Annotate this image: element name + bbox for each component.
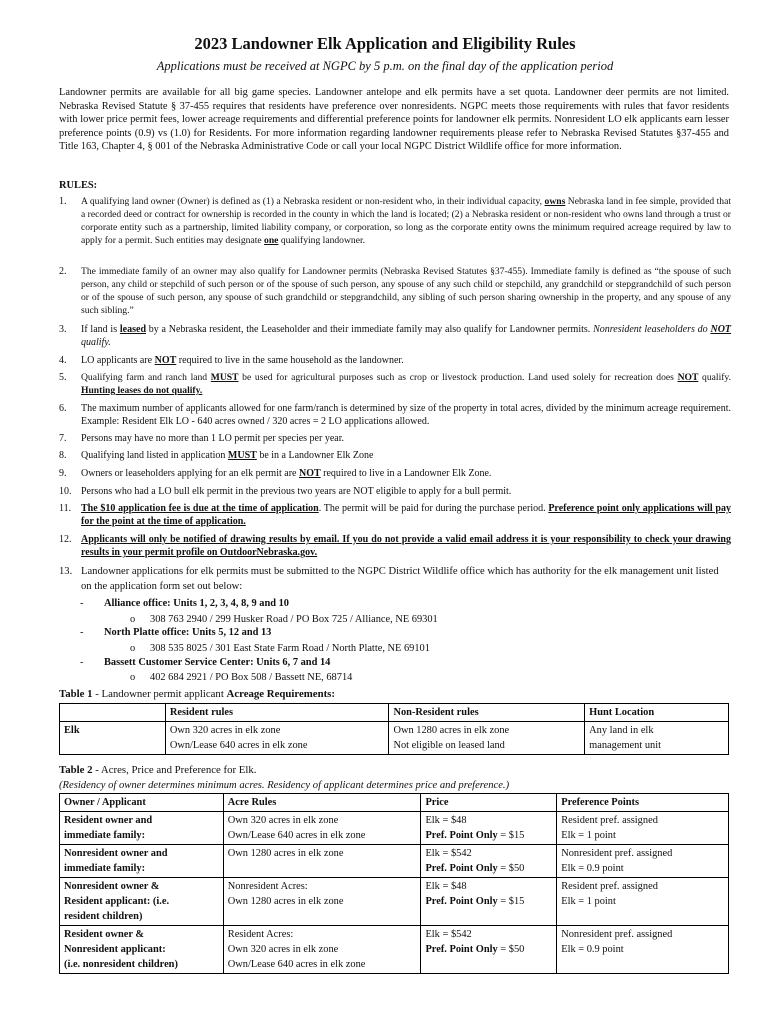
office-alliance: Alliance office: Units 1, 2, 3, 4, 8, 9 and 10	[104, 598, 290, 609]
table-header-cell: Preference Points	[557, 794, 729, 812]
price-cell: Elk = $48 Pref. Point Only = $15	[421, 878, 557, 926]
office-bullet: -	[80, 627, 84, 638]
rule-text: The maximum number of applicants allowed for one farm/ranch is determined by size of the property in total acres, divided by the minimum acreage requirement. Example: Resident Elk LO - 640 acres owned / 320 acres = 2 LO applications allowed.	[81, 403, 731, 427]
rule-number: 7.	[59, 433, 67, 444]
rule-number: 10.	[59, 486, 72, 497]
owner-cell: Nonresident owner and immediate family:	[60, 845, 224, 878]
rule-text: The immediate family of an owner may also qualify for Landowner permits (Nebraska Revised Statutes §37-455). Immediate family is defined as “the spouse of such person, any child or stepchild of such person or of the spouse of such person, any spouse of any such child or stepchild, any grandchild or stepgrandchild of such person or of the spouse of such person, any spouse of such grandchild or stepgrandchild, any sibling of such person sharing ownership in the property, and any spouse of any such sibling.”	[81, 266, 731, 316]
rule-number: 9.	[59, 468, 67, 479]
table-row	[60, 878, 729, 926]
sub-bullet: o	[130, 614, 136, 625]
page-title: 2023 Landowner Elk Application and Eligibility Rules	[194, 34, 576, 53]
table-header-row	[60, 794, 729, 812]
points-cell: Nonresident pref. assigned Elk = 0.9 point	[557, 926, 729, 974]
rule-text: Applicants will only be notified of drawing results by email. If you do not provide a valid email address it is your responsibility to check your drawing results in your permit profile on OutdoorNebraska.gov.	[81, 534, 731, 558]
table-row	[60, 926, 729, 974]
rule-number: 8.	[59, 450, 67, 461]
table-cell: Any land in elk management unit	[585, 722, 729, 755]
table-header-cell: Resident rules	[165, 704, 389, 722]
rule-number: 1.	[59, 196, 67, 207]
rule-text: LO applicants are NOT required to live in the same household as the landowner.	[81, 355, 404, 366]
office-bullet: -	[80, 598, 84, 609]
rule-text: Qualifying land listed in application MUST be in a Landowner Elk Zone	[81, 450, 374, 461]
table-header-row	[60, 704, 729, 722]
office-north-platte: North Platte office: Units 5, 12 and 13	[104, 627, 272, 638]
intro-paragraph: Landowner permits are available for all big game species. Landowner antelope and elk permits have a set quota. Landowner deer permits are not limited. Nebraska Revised Statute § 37-455 requires that residents have preference over nonresidents. NGPC meets those requirements with rules that favor residents with lower price permit fees, lower acreage requirements and differential preference points for landowner elk permits. Nonresident LO elk applicants earn lesser preference points (0.9) vs (1.0) for Residents. For more information regarding landowner requirements please refer to Nebraska Revised Statutes §37-455 and Title 163, Chapter 4, § 001 of the Nebraska Administrative Code or call your local NGPC District Wildlife office for more information.	[59, 87, 729, 153]
acres-cell: Own 1280 acres in elk zone	[223, 845, 421, 878]
price-cell: Elk = $48 Pref. Point Only = $15	[421, 812, 557, 845]
rule-text: Landowner applications for elk permits must be submitted to the NGPC District Wildlife office which has authority for the elk management unit listed on the application form set out below:	[81, 566, 719, 592]
table-cell: Own 320 acres in elk zone Own/Lease 640 acres in elk zone	[165, 722, 389, 755]
office-contact: 402 684 2921 / PO Box 508 / Bassett NE, 68714	[150, 672, 353, 683]
rule-4	[59, 354, 731, 367]
rule-number: 11.	[59, 503, 72, 514]
rules-heading: RULES:	[59, 180, 98, 191]
table-header-cell: Owner / Applicant	[60, 794, 224, 812]
points-cell: Resident pref. assigned Elk = 1 point	[557, 812, 729, 845]
rule-number: 12.	[59, 534, 72, 545]
table-header-cell: Acre Rules	[223, 794, 421, 812]
sub-bullet: o	[130, 643, 136, 654]
table-cell: Own 1280 acres in elk zone Not eligible on leased land	[389, 722, 585, 755]
rule-7	[59, 432, 731, 445]
rule-5	[59, 371, 731, 397]
price-cell: Elk = $542 Pref. Point Only = $50	[421, 926, 557, 974]
price-cell: Elk = $542 Pref. Point Only = $50	[421, 845, 557, 878]
rule-number: 13.	[59, 566, 73, 577]
office-bullet: -	[80, 657, 84, 668]
rule-10	[59, 485, 731, 498]
rule-text: Persons who had a LO bull elk permit in the previous two years are NOT eligible to apply for a bull permit.	[81, 486, 512, 497]
office-contact: 308 763 2940 / 299 Husker Road / PO Box 725 / Alliance, NE 69301	[150, 614, 438, 625]
owner-cell: Resident owner and immediate family:	[60, 812, 224, 845]
table1-caption: Table 1 - Landowner permit applicant Acreage Requirements:	[59, 688, 335, 700]
acreage-requirements-table	[59, 703, 729, 755]
emphasis-one: one	[264, 235, 279, 246]
rule-8	[59, 449, 731, 462]
owner-cell: Nonresident owner & Resident applicant: (i.e. resident children)	[60, 878, 224, 926]
table2-caption: Table 2 - Acres, Price and Preference for Elk.	[59, 764, 257, 776]
emphasis-owns: owns	[544, 196, 566, 207]
rule-number: 3.	[59, 324, 67, 335]
table2-note: (Residency of owner determines minimum acres. Residency of applicant determines price and preference.)	[59, 780, 510, 791]
rule-2	[59, 265, 731, 317]
rule-9	[59, 467, 731, 480]
rule-text: Persons may have no more than 1 LO permit per species per year.	[81, 433, 344, 444]
rule-text: Qualifying farm and ranch land MUST be used for agricultural purposes such as crop or livestock production. Land used solely for recreation does NOT qualify. Hunting leases do not qualify.	[81, 372, 731, 396]
points-cell: Resident pref. assigned Elk = 1 point	[557, 878, 729, 926]
table-header-cell: Price	[421, 794, 557, 812]
table-row	[60, 845, 729, 878]
acres-cell: Nonresident Acres: Own 1280 acres in elk zone	[223, 878, 421, 926]
rule-11	[59, 502, 731, 528]
rule-1	[59, 195, 731, 247]
table-row	[60, 812, 729, 845]
table-row	[60, 722, 729, 755]
price-preference-table	[59, 793, 729, 974]
sub-bullet: o	[130, 672, 136, 683]
table-header-cell: Hunt Location	[585, 704, 729, 722]
rule-text: The $10 application fee is due at the time of application. The permit will be paid for during the purchase period. Preference point only applications will pay for the point at the time of application.	[81, 503, 731, 527]
office-contact: 308 535 8025 / 301 East State Farm Road / North Platte, NE 69101	[150, 643, 430, 654]
table-header-cell	[60, 704, 166, 722]
rule-number: 2.	[59, 266, 67, 277]
rule-text: A qualifying land owner (Owner) is defined as (1) a Nebraska resident or non-resident who, in their individual capacity, owns Nebraska land in fee simple, provided that a recorded deed or contract for ownership is recorded in the county in which the land is located; (2) a Nebraska resident or non-resident who owns land through a trust or corporate entity such as a partnership, limited liability company, or corporation, so long as the corporate entity owns the minimum required acreage required by law to apply for a permit. Such entities may designate one qualifying landowner.	[81, 196, 731, 246]
acres-cell: Resident Acres: Own 320 acres in elk zone Own/Lease 640 acres in elk zone	[223, 926, 421, 974]
row-label: Elk	[60, 722, 166, 755]
rule-13	[59, 564, 731, 594]
rule-text: Owners or leaseholders applying for an elk permit are NOT required to live in a Landowner Elk Zone.	[81, 468, 492, 479]
rule-12	[59, 533, 731, 559]
page-subtitle: Applications must be received at NGPC by 5 p.m. on the final day of the application period	[156, 59, 614, 73]
rule-3	[59, 323, 731, 349]
rule-text: If land is leased by a Nebraska resident, the Leaseholder and their immediate family may also qualify for Landowner permits. Nonresident leaseholders do NOT qualify.	[81, 324, 732, 348]
rule-6	[59, 402, 731, 428]
acres-cell: Own 320 acres in elk zone Own/Lease 640 acres in elk zone	[223, 812, 421, 845]
owner-cell: Resident owner & Nonresident applicant: (i.e. nonresident children)	[60, 926, 224, 974]
office-bassett: Bassett Customer Service Center: Units 6, 7 and 14	[104, 657, 331, 668]
points-cell: Nonresident pref. assigned Elk = 0.9 point	[557, 845, 729, 878]
rule-number: 6.	[59, 403, 67, 414]
table-header-cell: Non-Resident rules	[389, 704, 585, 722]
rule-number: 5.	[59, 372, 67, 383]
rule-number: 4.	[59, 355, 67, 366]
